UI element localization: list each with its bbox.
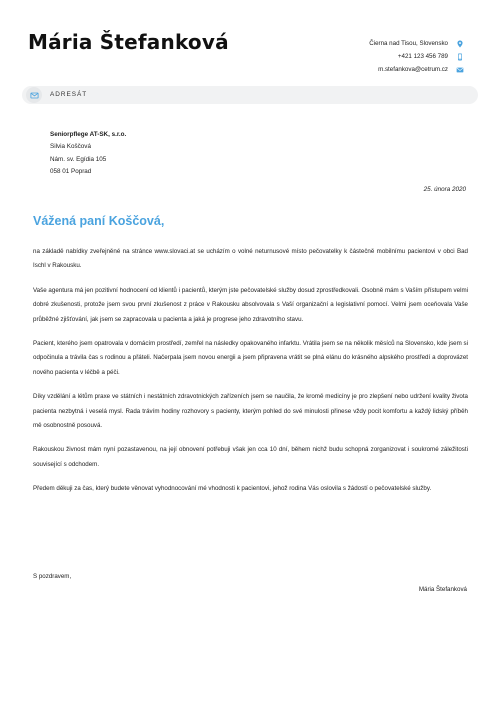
section-bar — [22, 86, 478, 104]
letter-date: 25. února 2020 — [423, 186, 466, 193]
recipient-city: 058 01 Poprad — [50, 168, 92, 176]
recipient-person: Silvia Koščová — [50, 143, 91, 151]
map-pin-icon — [456, 40, 464, 48]
envelope-icon — [30, 91, 39, 100]
recipient-address — [50, 129, 126, 179]
phone-icon — [456, 53, 464, 61]
contact-email-row — [244, 63, 464, 76]
recipient-company: Seniorpflege AT-SK, s.r.o. — [50, 131, 127, 138]
section-envelope-icon — [26, 87, 42, 103]
letter-paragraph: Vaše agentura má jen pozitivní hodnocení od klientů i pacientů, kterým jste pečovatelské služby dosud zprostředkovali. Osobně mám s Vaším přístupem velmi dobré zkušenosti, protože jsem svou první zkušenost z práce v Rakousku absolvovala s Vaší organizační a legislativní pomocí. Velmi jsem oceňovala Vaše průběžné zjišťování, jak jsem se zapracovala u pacienta a jaká je progrese jeho zdravotního stavu. — [33, 286, 468, 323]
letter-paragraph: Pacient, kterého jsem opatrovala v domácím prostředí, zemřel na následky opakovaného infarktu. Vrátila jsem se na několik měsíců na Slovensko, kde jsem si odpočinula a trávila čas s rodinou a přáteli. Načerpala jsem novou energii a jsem připravena vrátit se plná elánu do krásného alpského prostředí a doprovázet nového pacienta v léčbě a péči. — [33, 340, 468, 376]
letter-paragraph: Díky vzdělání a létům praxe ve státních i nestátních zdravotnických zařízeních jsem se naučila, že kromě medicíny je pro zlepšení nebo udržení kvality života pacienta nezbytná i veselá mysl. Rada trávím hodiny rozhovory s pacienty, kterým pohled do své minulosti přinese vždy pocit komfortu a každý lidský příběh mě osobnostně posouvá. — [33, 393, 468, 430]
section-title: ADRESÁT — [50, 91, 88, 98]
letter-paragraph: Rakouskou živnost mám nyní pozastavenou, na její obnovení potřebuji však jen cca 10 dní, během nichž budu schopná zorganizovat i soukromé záležitosti související s odchodem. — [33, 446, 468, 468]
contact-email[interactable]: m.stefankova@cetrum.cz — [378, 66, 448, 74]
letter-closing: S pozdravem, — [33, 573, 72, 580]
letter-paragraph: Předem děkuji za čas, který budete věnovat vyhodnocování mé vhodnosti k pacientovi, jehož rodina Vás oslovila s žádostí o pečovatelské služby. — [33, 485, 432, 493]
contact-phone-row — [244, 50, 464, 63]
letter-paragraph: na základě nabídky zveřejněné na stránce www.slovaci.at se ucházím o volné neturnusové místo pečovatelky k částečně mobilnímu pacientovi v obci Bad Ischl v Rakousku. — [33, 248, 468, 270]
letter-signature: Mária Štefanková — [418, 586, 467, 593]
letter-greeting: Vážená paní Koščová, — [33, 214, 165, 228]
sender-name: Mária Štefanková — [28, 30, 229, 54]
contact-address: Čierna nad Tisou, Slovensko — [369, 40, 448, 47]
recipient-street: Nám. sv. Egídia 105 — [50, 155, 107, 163]
envelope-icon — [456, 66, 464, 74]
contact-phone: +421 123 456 789 — [397, 53, 448, 61]
contact-block — [244, 37, 464, 77]
contact-address-row — [244, 37, 464, 50]
letter-body — [33, 245, 468, 507]
